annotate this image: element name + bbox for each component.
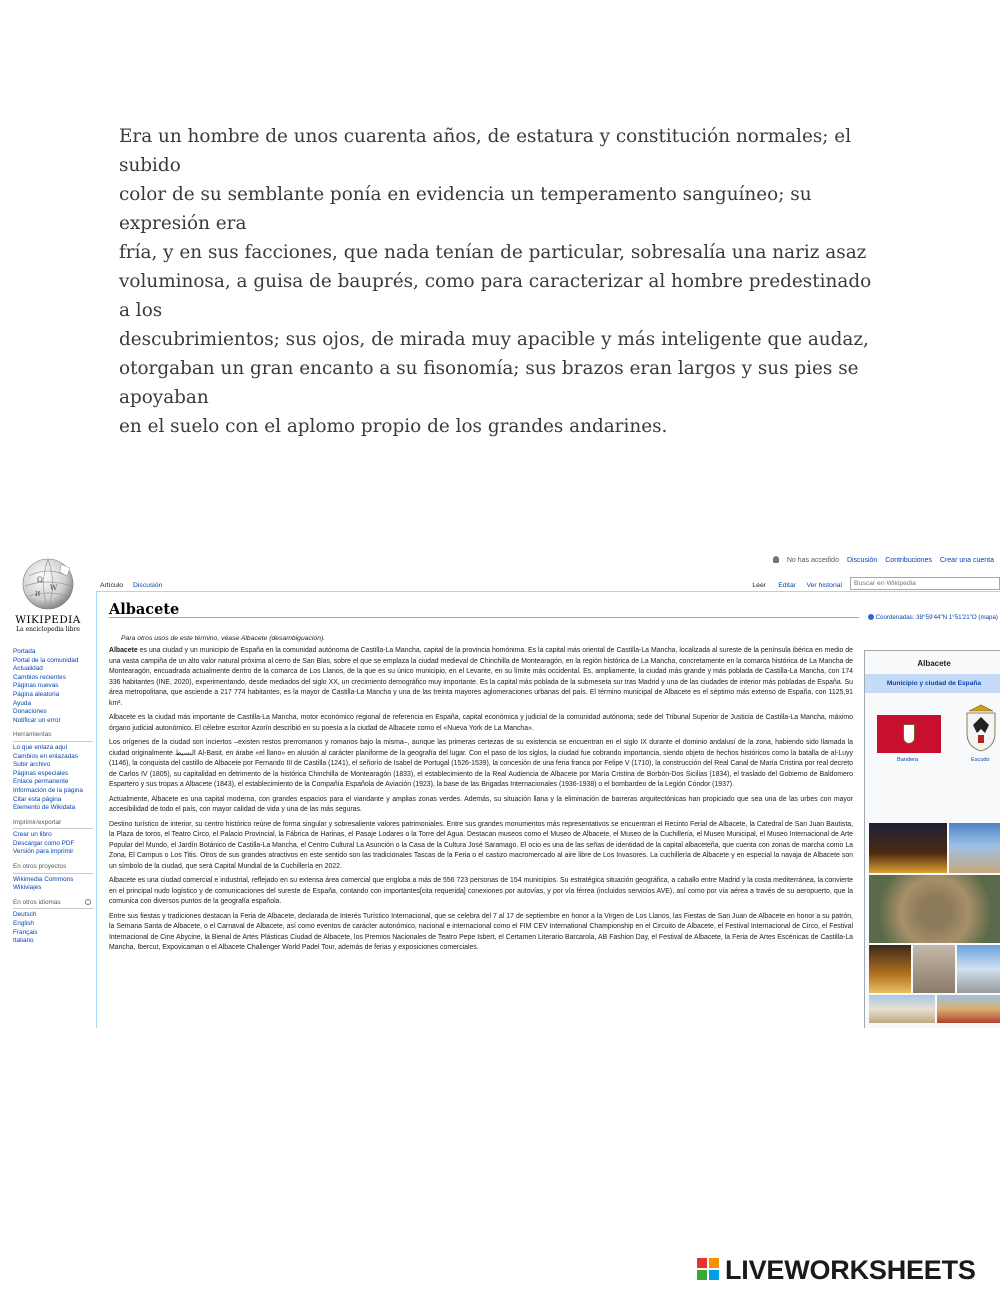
page-title: Albacete: [109, 604, 859, 618]
lead-bold: Albacete: [109, 647, 138, 654]
coordinates-text: Coordenadas: 38°59′44″N 1°51′21″O (mapa): [875, 614, 998, 621]
photo-tile: [869, 823, 947, 873]
sidebar-item[interactable]: Descargar como PDF: [13, 839, 75, 847]
paragraph-text: es una ciudad y un municipio de España en la comunidad autónoma de Castilla-La Mancha, capital de la provincia homónima. Es la capital más oriental de Castilla-La Mancha, localizada al sureste de la península ibérica en medio de una vasta campiña de un alto valor natural próxima al cerro de San Blas, sobre el que se emplaza la ciudad medieval de Chinchilla de Montearagón, en la región histórica de La Mancha, concretamente en la comarca histórica de La Mancha de Montearagón, encuadrada actualmente dentro de la comarca de Los Llanos, de la que es su único municipio, en el Levante, en su límite más occidental. Es, ampliamente, la ciudad más grande y más poblada de Castilla-La Mancha, con 174 336 habitantes (INE, 2020), experimentando, desde mediados del siglo XX, un crecimiento demográfico muy importante. Es la capital más poblada de la submeseta sur tras Madrid y una de las ciudades de interior más pobladas de España. Su área metropolitana, que asciende a 217 774 habitantes, es la mayor de Castilla-La Mancha y una de las treinta mayores aglomeraciones urbanas del país. El término municipal de Albacete es el séptimo más extenso de España, con 1125,91 km².: [109, 647, 853, 707]
quote-line: fría, y en sus facciones, que nada tenían de particular, sobresalía una nariz asaz: [119, 242, 867, 263]
sidebar-item[interactable]: Subir archivo: [13, 761, 51, 769]
sidebar-heading: [13, 899, 93, 910]
gear-icon[interactable]: [85, 899, 91, 905]
paragraph: Albacete es una ciudad comercial e industrial, reflejado en su extensa área comercial que engloba a más de 556 723 personas de 154 municipios. Su estratégica situación geográfica, a caballo entre Madrid y la costa mediterránea, la convierte en el principal nudo logístico y de comunicaciones del sureste de España, contando con importantes[cita requerida] conexiones por autovías, y por vía férrea (incluidos servicios AVE), así como por vía aérea a través de su aeropuerto, que la comunica con diversos puntos de la geografía española.: [109, 877, 853, 905]
shield-caption: Escudo: [971, 757, 990, 763]
flag-caption: Bandera: [897, 757, 919, 763]
coordinates[interactable]: [866, 612, 998, 623]
quote-line: Era un hombre de unos cuarenta años, de estatura y constitución normales; el subido: [119, 126, 852, 176]
sidebar-item[interactable]: Wikiviajes: [13, 884, 42, 892]
photo-tile: [869, 995, 935, 1023]
paragraph: Actualmente, Albacete es una capital moderna, con grandes espacios para el viandante y amplias zonas verdes. Además, su situación llana y la eliminación de barreras arquitectónicas han propiciado que sea una de las urbes con mayor accesibilidad de todo el país, con mayor calidad de vida y una de las más seguras.: [109, 795, 853, 813]
sidebar-print: [13, 819, 93, 857]
quote-line: descubrimientos; sus ojos, de mirada muy apacible y más inteligente que audaz,: [119, 329, 869, 350]
sidebar-item[interactable]: Ayuda: [13, 699, 32, 707]
contributions-link[interactable]: Contribuciones: [885, 557, 932, 564]
quote-line: color de su semblante ponía en evidencia un temperamento sanguíneo; su expresión era: [119, 184, 812, 234]
quote-paragraph: [119, 122, 879, 441]
article-content: [96, 592, 1000, 1028]
svg-text:Ω: Ω: [37, 576, 43, 584]
paragraph: Entre sus fiestas y tradiciones destacan la Feria de Albacete, declarada de Interés Turístico Internacional, que se celebra del 7 al 17 de septiembre en honor a la Virgen de Los Llanos, las Fiestas de San Juan de Albacete en honor a su patrón, la Semana Santa de Albacete, o el Carnaval de Albacete, así como eventos de carácter autonómico, nacional e internacional como el FIM CEV International Championship en el Circuito de Albacete, el Festival Internacional de Circo, el Festival Internacional de Cine Abycine, la Bienal de Artes Plásticas Ciudad de Albacete, los Premios Nacionales de Teatro Pepe Isbert, el Certamen Literario Barcarola, AB Fashion Day, el Festival de Albacete, la Feria de Artes Escénicas de Castilla-La Mancha, Ibercut, Expovicaman o el Albacete Challenger World Padel Tour, además de ferias y exposiciones comerciales.: [109, 912, 853, 951]
photo-tile: [869, 945, 911, 993]
sidebar-languages: [13, 899, 93, 946]
tab-edit[interactable]: Editar: [778, 582, 796, 589]
globe-icon: [868, 614, 874, 620]
wikipedia-screenshot: [0, 548, 1000, 1028]
quote-line: en el suelo con el aplomo propio de los grandes andarines.: [119, 416, 668, 437]
flag-emblem: [903, 724, 915, 744]
quote-line: voluminosa, a guisa de bauprés, como para caracterizar al hombre predestinado a los: [119, 271, 872, 321]
paragraph: Albacete es la ciudad más importante de Castilla-La Mancha, motor económico regional de referencia en España, capital económica y judicial de la comunidad autónoma; sede del Tribunal Superior de Justicia de Castilla-La Mancha, máximo órgano judicial autonómico. El célebre escritor Azorín describió en su poesía a la ciudad de Albacete como el «Nueva York de La Mancha».: [109, 714, 853, 732]
logo-square: [697, 1258, 707, 1268]
article-body: [109, 646, 853, 958]
photo-montage[interactable]: [869, 823, 1000, 1023]
sidebar-item[interactable]: Páginas nuevas: [13, 682, 59, 690]
quote-line: otorgaban un gran encanto a su fisonomía; sus brazos eran largos y sus pies se apoyaban: [119, 358, 859, 408]
sidebar-item[interactable]: Página aleatoria: [13, 690, 60, 698]
photo-tile: [913, 945, 955, 993]
photo-tile: [937, 995, 1000, 1023]
sidebar-item[interactable]: Italiano: [13, 937, 34, 945]
infobox-title: Albacete: [917, 659, 951, 668]
paragraph: Destino turístico de interior, su centro histórico reúne de forma singular y sobresaliente valores patrimoniales. Entre sus grandes monumentos más representativos se encuentran el Recinto Ferial de Albacete, la Catedral de San Juan Bautista, la Plaza de toros, el Teatro Circo, el Palacio Provincial, la Fábrica de Harinas, el Pasaje Lodares o la Torre del Agua. Destacan museos como el Museo de Albacete, el Museo de la Cuchillería, el Museo Municipal, el Museo Internacional de Arte Popular del Mundo, el Jardín Botánico de Castilla-La Mancha, el Centro Cultural La Asunción o la Casa de la Cultura José Saramago. El ocio es una de las señas de identidad de la capital albaceteña, que cuenta con zonas de marcha como La Zona, El Campus o Los Titis. Otros de sus grandes atractivos en este sentido son las tradicionales Tascas de la Feria o el castizo macromercado al aire libre de Los Invasores. La cuchillería de Albacete y en especial la navaja de Albacete son un símbolo de la ciudad, que será Capital Mundial de la Cuchillería en 2022.: [109, 820, 853, 870]
talk-link[interactable]: Discusión: [846, 557, 878, 564]
sidebar-item[interactable]: Citar esta página: [13, 795, 62, 803]
svg-text:И: И: [35, 591, 41, 598]
logo-square: [709, 1258, 719, 1268]
coat-of-arms-image[interactable]: [961, 703, 1000, 753]
sidebar-heading: Herramientas: [13, 731, 93, 742]
sidebar-item[interactable]: Français: [13, 928, 38, 936]
sidebar-heading: Imprimir/exportar: [13, 819, 93, 830]
sidebar-item[interactable]: Páginas especiales: [13, 769, 69, 777]
logo-tagline: La enciclopedia libre: [16, 626, 80, 633]
sidebar-item[interactable]: Elemento de Wikidata: [13, 804, 76, 812]
infobox-symbols: [865, 693, 1000, 771]
not-logged-in-label: No has accedido: [786, 557, 839, 564]
sidebar-projects: [13, 863, 93, 893]
flag-image[interactable]: [877, 715, 941, 753]
sidebar-tools: [13, 731, 93, 812]
sidebar-item[interactable]: Cambios en enlazadas: [13, 752, 79, 760]
languages-heading-label: En otros idiomas: [13, 898, 61, 906]
photo-tile: [949, 823, 1000, 873]
sidebar-item[interactable]: Crear un libro: [13, 831, 52, 839]
infobox: [864, 650, 1000, 1028]
personal-tools: [773, 555, 994, 566]
sidebar-item[interactable]: Wikimedia Commons: [13, 875, 74, 883]
infobox-subtitle[interactable]: Municipio y ciudad de España: [865, 674, 1000, 693]
sidebar-nav: [13, 648, 93, 725]
logo-square: [709, 1270, 719, 1280]
tab-discussion[interactable]: Discusión: [133, 582, 163, 589]
paragraph: Los orígenes de la ciudad son inciertos –existen restos prerromanos y romanos bajo la misma–, aunque las primeras certezas de su existencia se encuentran en el siglo IX durante el dominio andalusí de la zona, habiendo sido llamada la ciudad originalmente البسيط Al-Basit, en árabe «el llano» en alusión al carácter planiforme de la geografía del lugar. Con el paso de los siglos, la ciudad fue cobrando importancia, siendo objeto de hechos históricos como la batalla de al-Luyy (1146), la conquista del castillo de Albacete por Fernando III de Castilla (1241), el señorío de Isabel de Portugal (1526-1539), la concesión de una feria franca por Felipe V (1710), la construcción del Real Canal de María Cristina por real decreto de Carlos IV (1805), su capitalidad en detrimento de la histórica Chinchilla de Montearagón (1833), el establecimiento de la Real Audiencia de Albacete por María Cristina de Borbón-Dos Sicilias (1834), el traslado del Gobierno de Baldomero Espartero y sus tropas a Albacete (1843), el establecimiento de la Compañía Española de Aviación (1923), la base de las Brigadas Internacionales (1936-1938) o el bombardeo de la Legión Cóndor (1937).: [109, 739, 853, 788]
tab-history[interactable]: Ver historial: [806, 582, 842, 589]
hatnote: Para otros usos de este término, véase Albacete (desambiguación).: [121, 635, 326, 642]
liveworksheets-icon: [697, 1258, 721, 1282]
user-icon: [773, 556, 779, 563]
sidebar-item[interactable]: Cambios recientes: [13, 673, 66, 681]
tab-article[interactable]: Artículo: [100, 582, 124, 589]
sidebar-item[interactable]: Notificar un error: [13, 716, 61, 724]
sidebar-item[interactable]: Información de la página: [13, 786, 83, 794]
sidebar-item[interactable]: Donaciones: [13, 708, 47, 716]
logo-wordmark: WIKIPEDIA: [15, 614, 81, 626]
sidebar-item[interactable]: Deutsch: [13, 911, 37, 919]
sidebar-item[interactable]: Versión para imprimir: [13, 848, 74, 856]
tab-read[interactable]: Leer: [752, 582, 766, 589]
wikipedia-logo[interactable]: [12, 556, 84, 644]
sidebar-item[interactable]: Portal de la comunidad: [13, 656, 79, 664]
sidebar-item[interactable]: Actualidad: [13, 665, 43, 673]
search-input[interactable]: [850, 577, 1000, 590]
sidebar-item[interactable]: Portada: [13, 648, 36, 655]
paragraph: [109, 646, 853, 709]
photo-tile: [957, 945, 1000, 993]
liveworksheets-wordmark: LIVEWORKSHEETS: [725, 1255, 976, 1285]
sidebar-item[interactable]: English: [13, 920, 34, 928]
page-tabs: [96, 576, 1000, 592]
logo-square: [697, 1270, 707, 1280]
sidebar-item[interactable]: Lo que enlaza aquí: [13, 743, 68, 751]
puzzle-globe-icon: [17, 556, 79, 610]
sidebar-item[interactable]: Enlace permanente: [13, 778, 69, 786]
photo-tile: [869, 875, 1000, 943]
svg-text:W: W: [50, 584, 58, 592]
sidebar-heading: En otros proyectos: [13, 863, 93, 874]
sidebar: [13, 648, 93, 952]
create-account-link[interactable]: Crear una cuenta: [939, 557, 994, 564]
